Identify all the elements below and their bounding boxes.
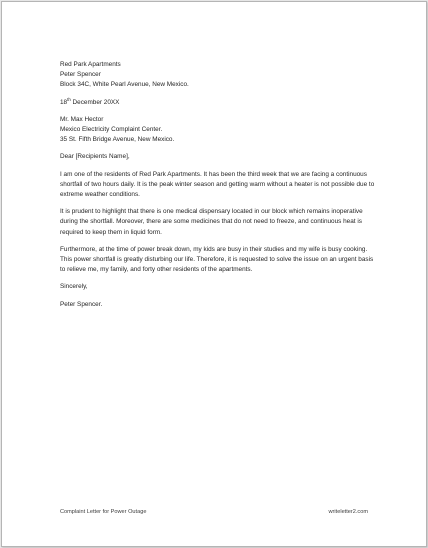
sender-line-1: Red Park Apartments <box>60 61 121 68</box>
footer-website: writeletter2.com <box>328 509 368 515</box>
date-day: 18 <box>60 98 68 106</box>
recipient-line-1: Mr. Max Hector <box>60 115 104 123</box>
recipient-line-2: Mexico Electricity Complaint Center. <box>60 126 163 134</box>
paragraph-2: It is prudent to highlight that there is one medical dispensary located in our block which remains inoperative during the shortfall. Moreover, there are some medicines that do not need to freeze, and continuous heat is required to keep them in liquid form. <box>60 208 363 236</box>
recipient-line-3: 35 St. Fifth Bridge Avenue, New Mexico. <box>60 136 175 144</box>
recipient-address <box>60 115 380 146</box>
letter-date <box>60 98 380 108</box>
signature: Peter Spencer. <box>60 300 103 308</box>
letter-page <box>1 1 427 547</box>
sender-line-3: Block 34C, White Pearl Avenue, New Mexico. <box>60 81 189 89</box>
salutation: Dear [Recipients Name], <box>60 153 130 161</box>
date-line <box>60 98 380 108</box>
sender-address <box>60 60 380 91</box>
paragraph-3: Furthermore, at the time of power break down, my kids are busy in their studies and my wife is busy cooking. This power shortfall is greatly disturbing our life. Therefore, it is requested to solve the issue on an urgent basis to relieve me, my family, and forty other residents of the apartments. <box>60 245 374 274</box>
letter-body <box>60 60 380 317</box>
sender-line-2: Peter Spencer <box>60 71 101 79</box>
date-suffix: th <box>67 96 71 102</box>
date-rest: December 20XX <box>70 98 120 106</box>
footer-title: Complaint Letter for Power Outage <box>60 509 147 515</box>
closing: Sincerely, <box>60 283 88 291</box>
paragraph-1: I am one of the residents of Red Park Apartments. It has been the third week that we are facing a continuous shortfall of two hours daily. It is the peak winter season and getting warm without a heater is not possible due to extreme weather conditions. <box>60 170 375 199</box>
